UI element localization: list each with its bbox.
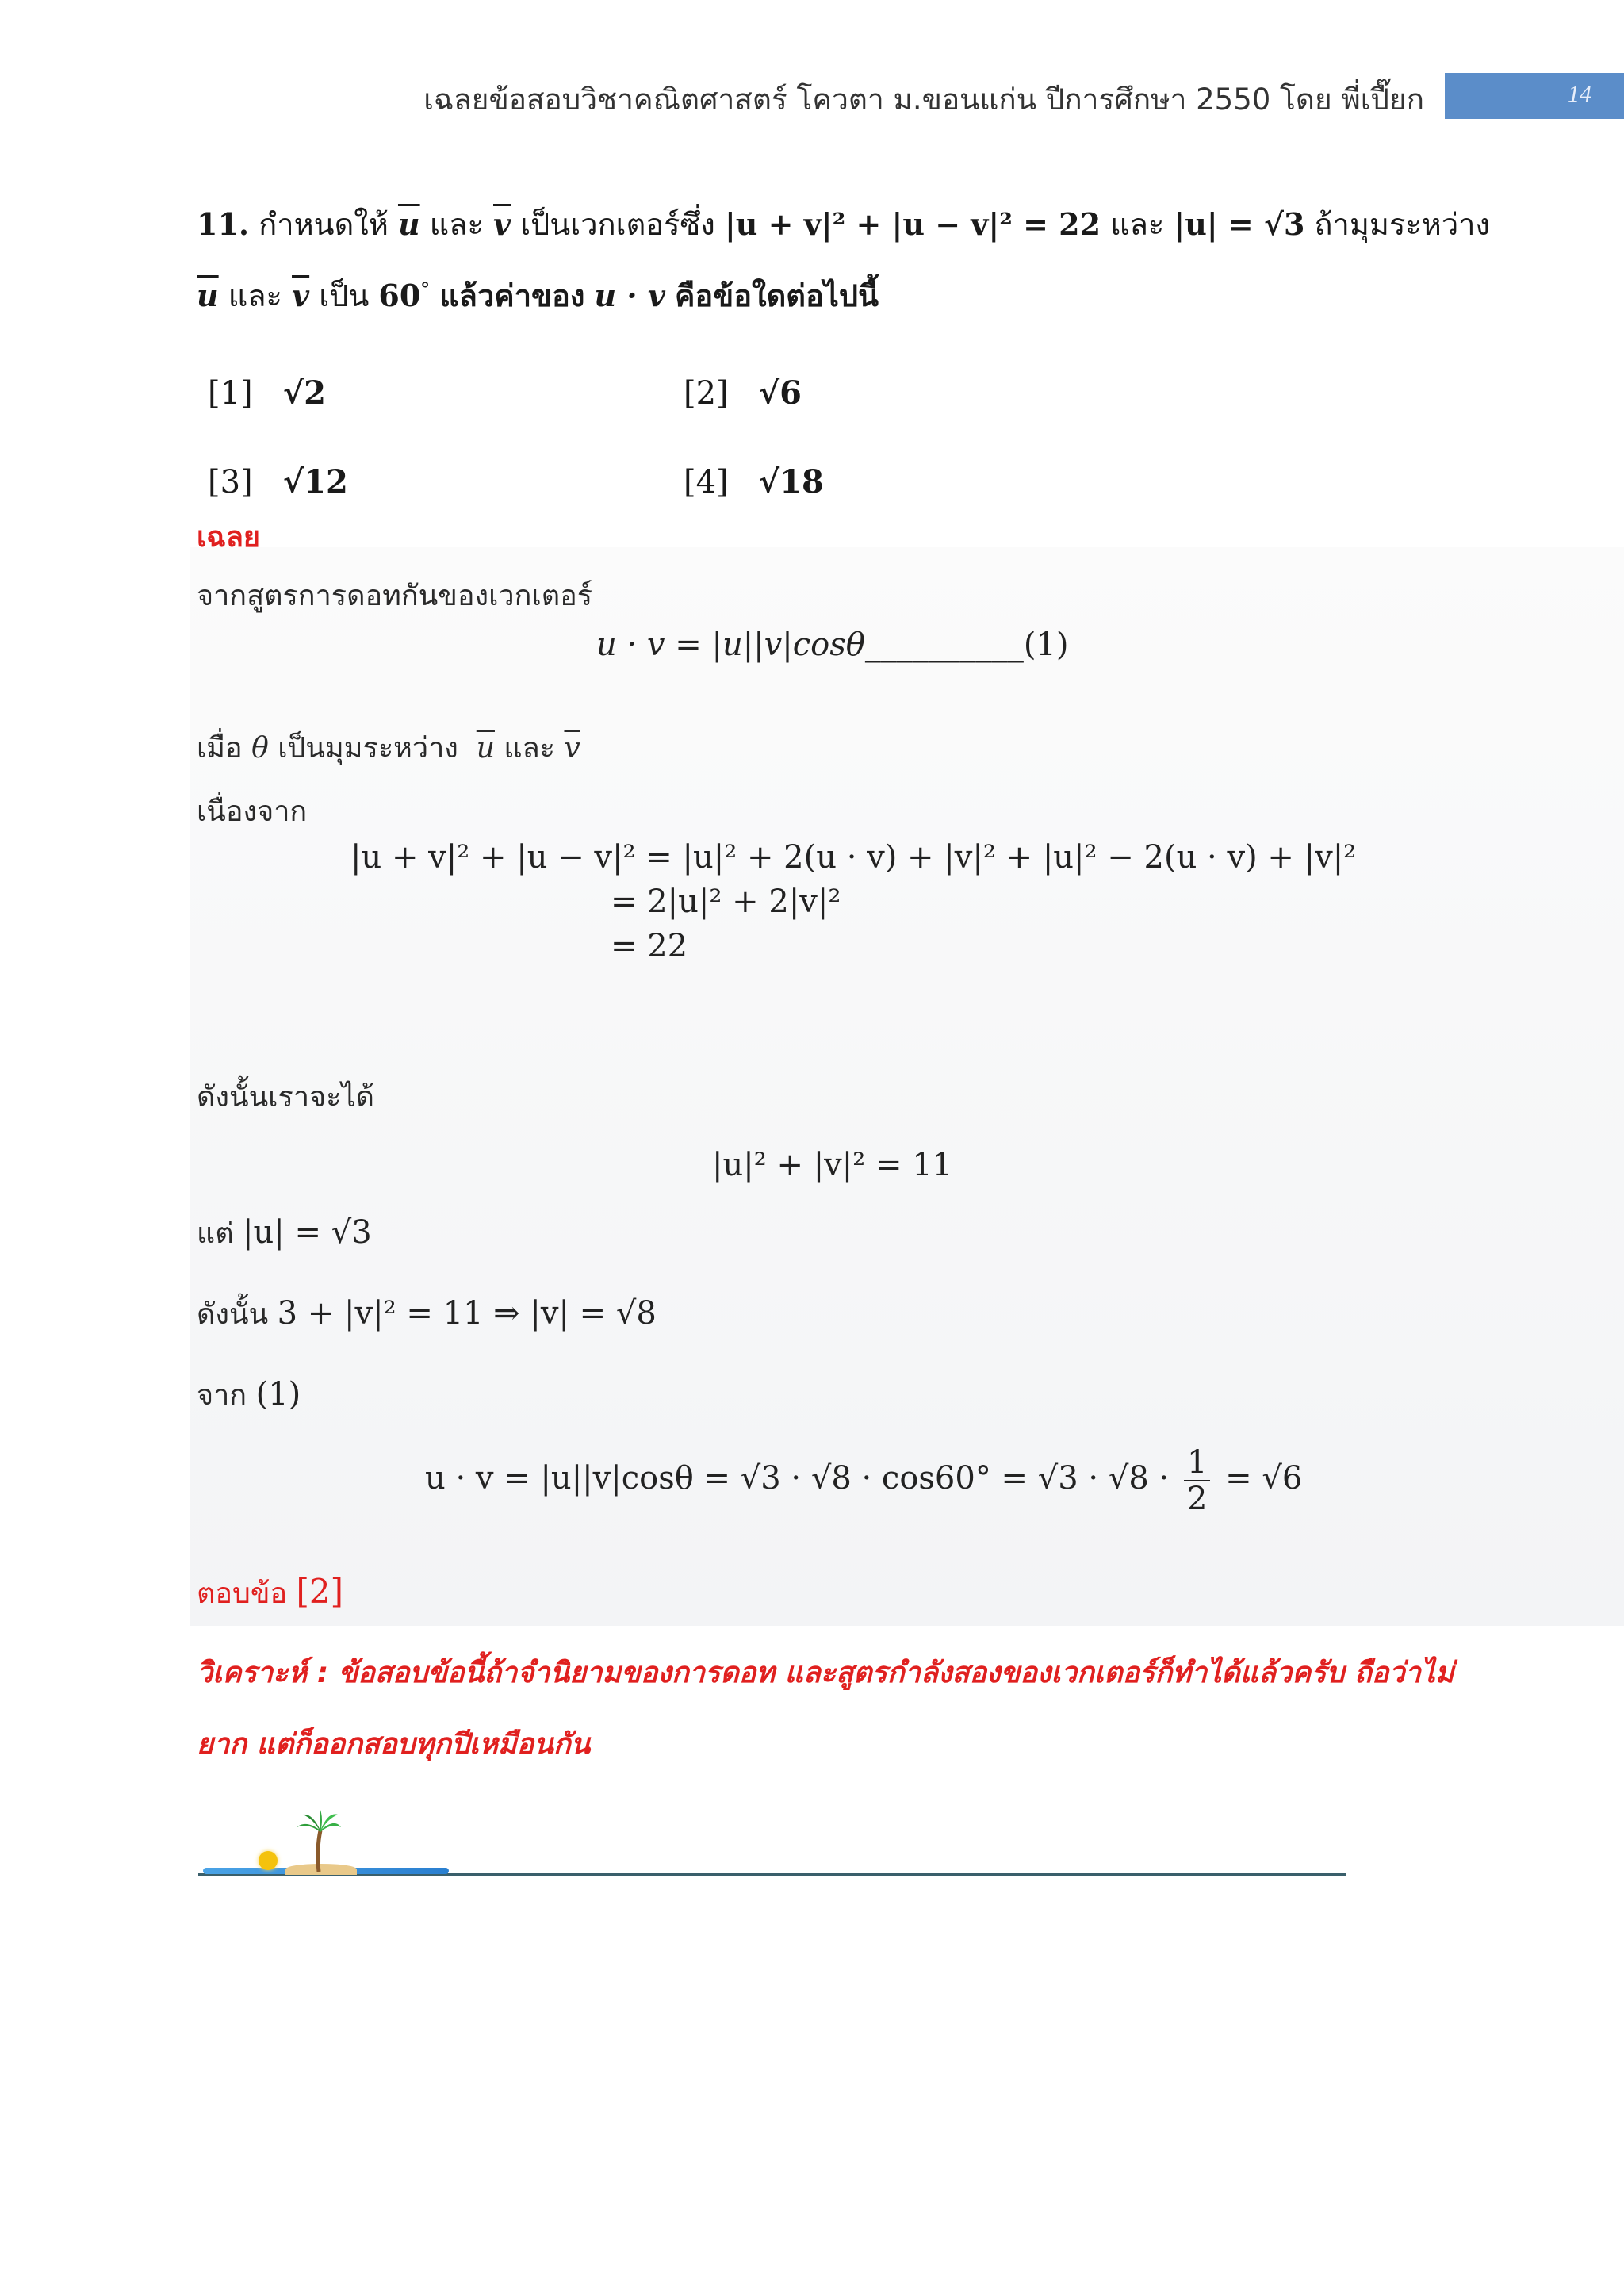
analysis-line-1: วิเคราะห์ : ข้อสอบข้อนี้ถ้าจำนิยามของการดอท และสูตรกำลังสองของเวกเตอร์ก็ทำได้แล้วครับ ถือว่าไม่ — [197, 1657, 1454, 1689]
thus-line: ดังนั้น 3 + |v|² = 11 ⇒ |v| = √8 — [197, 1295, 657, 1332]
question-text-d: ถ้ามุมระหว่าง — [1314, 207, 1491, 242]
therefore-label: ดังนั้นเราจะได้ — [197, 1081, 374, 1114]
choice-label: [4] — [684, 464, 729, 500]
vector-u: $\overline{u}$ — [476, 732, 495, 765]
question-text-f: แล้วค่าของ — [439, 278, 585, 313]
question-line-1 — [197, 200, 1490, 248]
where-line: เมื่อ θ เป็นมุมระหว่าง $\overline{u}$ และ $\overline{v}$ — [197, 732, 580, 765]
question-condition-2: |u| = √3 — [1174, 206, 1305, 242]
choice-3 — [208, 463, 348, 500]
vector-v: $\overline{v}$ — [493, 206, 511, 242]
thus-equation: 3 + |v|² = 11 ⇒ |v| = √8 — [277, 1295, 657, 1332]
question-text-e: เป็น — [319, 278, 370, 313]
dot-product-formula — [596, 627, 1069, 663]
but-equation: |u| = √3 — [243, 1214, 372, 1251]
question-and: และ — [429, 207, 484, 242]
question-dot-product: u · v — [594, 278, 665, 313]
question-text-b: เป็นเวกเตอร์ซึ่ง — [520, 207, 715, 242]
palm-tree-icon — [295, 1810, 343, 1873]
choice-1 — [208, 374, 326, 412]
question-angle: 60° — [378, 278, 431, 313]
sun-icon — [259, 1851, 278, 1870]
choice-label: [2] — [684, 375, 729, 412]
equation-reference: (1) — [255, 1376, 301, 1412]
choice-4 — [684, 463, 824, 500]
choice-value: √12 — [282, 463, 348, 500]
answer-line — [197, 1570, 343, 1616]
vector-u: $\overline{u}$ — [197, 278, 219, 313]
question-line-2 — [197, 271, 879, 320]
formula-label: จากสูตรการดอทกันของเวกเตอร์ — [197, 580, 593, 612]
one-half-fraction: $\frac{1}{2}$ — [1184, 1445, 1210, 1516]
but-line: แต่ |u| = √3 — [197, 1214, 372, 1251]
theta-symbol: θ — [251, 732, 269, 765]
document-header-title: เฉลยข้อสอบวิชาคณิตศาสตร์ โควตา ม.ขอนแก่น ปีการศึกษา 2550 โดย พี่เปี๊ยก — [423, 82, 1424, 117]
vector-u: $\overline{u}$ — [397, 206, 420, 242]
expansion-equation-2: = 2|u|² + 2|v|² — [611, 884, 841, 920]
final-result: = √6 — [1225, 1460, 1303, 1497]
question-text-g: คือข้อใดต่อไปนี้ — [675, 278, 879, 313]
final-computation — [425, 1445, 1302, 1516]
choice-value: √18 — [758, 463, 824, 500]
choice-value: √2 — [282, 374, 326, 412]
question-condition-1: |u + v|² + |u − v|² = 22 — [724, 206, 1101, 242]
formula-rhs: = |u||v|cosθ — [675, 627, 865, 663]
final-computation-main: u · v = |u||v|cosθ = √3 · √8 · cos60° = √3 · √8 · — [425, 1460, 1170, 1497]
solution-heading: เฉลย — [197, 521, 260, 554]
answer-value: [2] — [296, 1572, 344, 1611]
since-label: เนื่องจาก — [197, 795, 308, 828]
question-text-a: กำหนดให้ — [259, 207, 389, 242]
vector-v: $\overline{v}$ — [564, 732, 580, 765]
question-and: และ — [228, 278, 282, 313]
from-line: จาก (1) — [197, 1376, 301, 1412]
answer-label: ตอบข้อ — [197, 1577, 288, 1610]
expansion-equation-1: |u + v|² + |u − v|² = |u|² + 2(u · v) + |v|² + |u|² − 2(u · v) + |v|² — [350, 839, 1357, 876]
choice-2 — [684, 374, 802, 412]
page-number: 14 — [1568, 81, 1591, 107]
choice-label: [3] — [208, 464, 253, 500]
sum-of-squares-equation: |u|² + |v|² = 11 — [712, 1147, 953, 1183]
question-text-c: และ — [1110, 207, 1165, 242]
choice-label: [1] — [208, 375, 253, 412]
expansion-equation-3: = 22 — [611, 928, 688, 964]
formula-tag: __________(1) — [864, 627, 1069, 663]
choice-value: √6 — [758, 374, 802, 412]
formula-lhs: u · v — [596, 627, 665, 663]
vector-v: $\overline{v}$ — [292, 278, 310, 313]
page-number-box — [1445, 73, 1624, 119]
question-number: 11. — [197, 206, 250, 242]
analysis-line-2: ยาก แต่ก็ออกสอบทุกปีเหมือนกัน — [197, 1728, 591, 1761]
